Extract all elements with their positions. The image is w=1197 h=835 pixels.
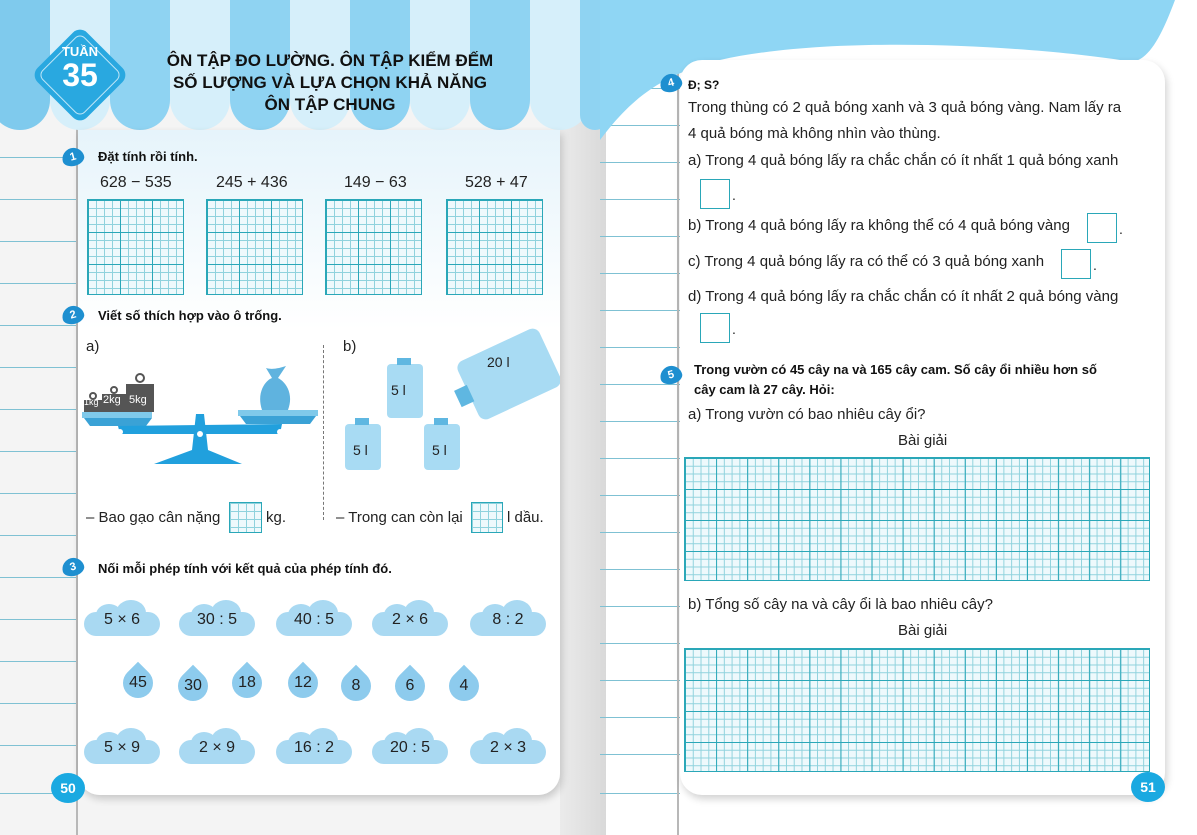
q4-intro-line-2: 4 quả bóng mà không nhìn vào thùng. — [688, 125, 941, 142]
q4-item-b: b) Trong 4 quả bóng lấy ra không thể có 4 quả bóng vàng — [688, 217, 1070, 234]
oil-cans-icon — [340, 322, 560, 472]
q5-part-a: a) Trong vườn có bao nhiêu cây ổi? — [688, 406, 926, 423]
part-a-answer-suffix: kg. — [266, 509, 287, 526]
cloud-label: 30 : 5 — [196, 611, 238, 628]
week-number: 35 — [62, 57, 98, 93]
q4-period-d: . — [732, 321, 736, 337]
rice-weight-answer-box[interactable] — [229, 502, 262, 533]
question-2-title: Viết số thích hợp vào ô trống. — [98, 308, 282, 323]
question-number-4: 4 — [658, 71, 684, 94]
expression-3: 149 − 63 — [344, 174, 407, 191]
week-badge-text — [40, 44, 120, 91]
cloud-label: 5 × 9 — [103, 739, 141, 756]
question-number-2: 2 — [60, 303, 86, 326]
drop-result[interactable] — [121, 662, 155, 702]
cloud-label: 5 × 6 — [103, 611, 141, 628]
title-line-2: SỐ LƯỢNG VÀ LỰA CHỌN KHẢ NĂNG — [172, 73, 488, 92]
cloud-label: 20 : 5 — [389, 739, 431, 756]
drop-result[interactable] — [393, 665, 427, 705]
drop-result[interactable] — [230, 662, 264, 702]
q5-solution-grid-b[interactable] — [684, 648, 1150, 772]
calc-grid-3[interactable] — [325, 199, 422, 295]
question-3-title: Nối mỗi phép tính với kết quả của phép tính đó. — [98, 561, 392, 576]
q4-item-c: c) Trong 4 quả bóng lấy ra có thể có 3 quả bóng xanh — [688, 253, 1045, 270]
cloud-label: 2 × 3 — [489, 739, 527, 756]
big-can-label: 20 l — [487, 354, 510, 370]
cloud-label: 40 : 5 — [293, 611, 335, 628]
question-number-3: 3 — [60, 555, 86, 578]
q5-solution-label-b: Bài giải — [898, 622, 948, 639]
expression-4: 528 + 47 — [465, 174, 528, 191]
page-number-left: 50 — [51, 773, 85, 803]
drop-result[interactable] — [286, 662, 320, 702]
drop-label: 18 — [238, 674, 256, 691]
drop-result[interactable] — [176, 665, 210, 705]
q4-answer-box-c[interactable] — [1061, 249, 1091, 279]
page-title — [130, 50, 530, 116]
cloud-expression[interactable] — [466, 602, 550, 638]
weight-2kg: 2kg — [103, 394, 121, 406]
calc-grid-4[interactable] — [446, 199, 543, 295]
q4-period-b: . — [1119, 221, 1123, 237]
q4-period-a: . — [732, 187, 736, 203]
title-line-3: ÔN TẬP CHUNG — [264, 95, 396, 114]
small-can-2-label: 5 l — [353, 442, 368, 458]
q4-item-a: a) Trong 4 quả bóng lấy ra chắc chắn có ít nhất 1 quả bóng xanh — [688, 152, 1119, 169]
small-can-1-label: 5 l — [391, 382, 406, 398]
q4-answer-box-b[interactable] — [1087, 213, 1117, 243]
part-a-label: a) — [86, 338, 100, 355]
drop-label: 12 — [294, 674, 312, 691]
q5-solution-label-a: Bài giải — [898, 432, 948, 449]
cloud-expression[interactable] — [272, 730, 356, 766]
cloud-expression[interactable] — [175, 602, 259, 638]
question-5-title-line-1: Trong vườn có 45 cây na và 165 cây cam. Số cây ổi nhiều hơn số — [694, 362, 1097, 377]
q4-answer-box-a[interactable] — [700, 179, 730, 209]
weight-5kg: 5kg — [129, 394, 147, 406]
question-number-5: 5 — [658, 363, 684, 386]
calc-grid-1[interactable] — [87, 199, 184, 295]
cloud-expression[interactable] — [368, 602, 452, 638]
part-b-answer-prefix: – Trong can còn lại — [336, 509, 463, 526]
q5-solution-grid-a[interactable] — [684, 457, 1150, 581]
part-b-label: b) — [343, 338, 357, 355]
week-label: TUẦN — [61, 44, 99, 59]
cloud-expression[interactable] — [272, 602, 356, 638]
question-5-title-line-2: cây cam là 27 cây. Hỏi: — [694, 382, 835, 397]
q4-answer-box-d[interactable] — [700, 313, 730, 343]
calc-grid-2[interactable] — [206, 199, 303, 295]
cloud-label: 16 : 2 — [293, 739, 335, 756]
weight-1kg: 1kg — [84, 397, 99, 407]
part-a-answer-prefix: – Bao gạo cân nặng — [86, 509, 221, 526]
oil-remaining-answer-box[interactable] — [471, 502, 503, 533]
q4-intro-line-1: Trong thùng có 2 quả bóng xanh và 3 quả bóng vàng. Nam lấy ra — [688, 99, 1122, 116]
small-can-3-label: 5 l — [432, 442, 447, 458]
title-line-1: ÔN TẬP ĐO LƯỜNG. ÔN TẬP KIỂM ĐẾM — [166, 51, 494, 70]
expression-2: 245 + 436 — [216, 174, 288, 191]
cloud-expression[interactable] — [80, 730, 164, 766]
drop-label: 45 — [129, 674, 147, 691]
dashed-divider — [323, 345, 324, 520]
q4-period-c: . — [1093, 257, 1097, 273]
cloud-label: 2 × 9 — [198, 739, 236, 756]
balance-scale-icon — [80, 362, 322, 474]
drop-label: 8 — [351, 677, 361, 694]
question-4-title: Đ; S? — [688, 78, 720, 92]
drop-label: 4 — [459, 677, 469, 694]
cloud-expression[interactable] — [175, 730, 259, 766]
cloud-expression[interactable] — [368, 730, 452, 766]
drop-label: 6 — [405, 677, 415, 694]
cloud-expression[interactable] — [80, 602, 164, 638]
question-1-title: Đặt tính rồi tính. — [98, 149, 198, 164]
cloud-label: 8 : 2 — [492, 611, 524, 628]
part-b-answer-suffix: l dầu. — [507, 509, 544, 526]
q5-part-b: b) Tổng số cây na và cây ổi là bao nhiêu cây? — [688, 596, 993, 613]
q4-item-d: d) Trong 4 quả bóng lấy ra chắc chắn có ít nhất 2 quả bóng vàng — [688, 288, 1119, 305]
drop-label: 30 — [184, 677, 202, 694]
question-number-1: 1 — [60, 145, 86, 168]
drop-result[interactable] — [447, 665, 481, 705]
drop-result[interactable] — [339, 665, 373, 705]
expression-1: 628 − 535 — [100, 174, 172, 191]
cloud-expression[interactable] — [466, 730, 550, 766]
cloud-label: 2 × 6 — [391, 611, 429, 628]
page-number-right: 51 — [1131, 772, 1165, 802]
